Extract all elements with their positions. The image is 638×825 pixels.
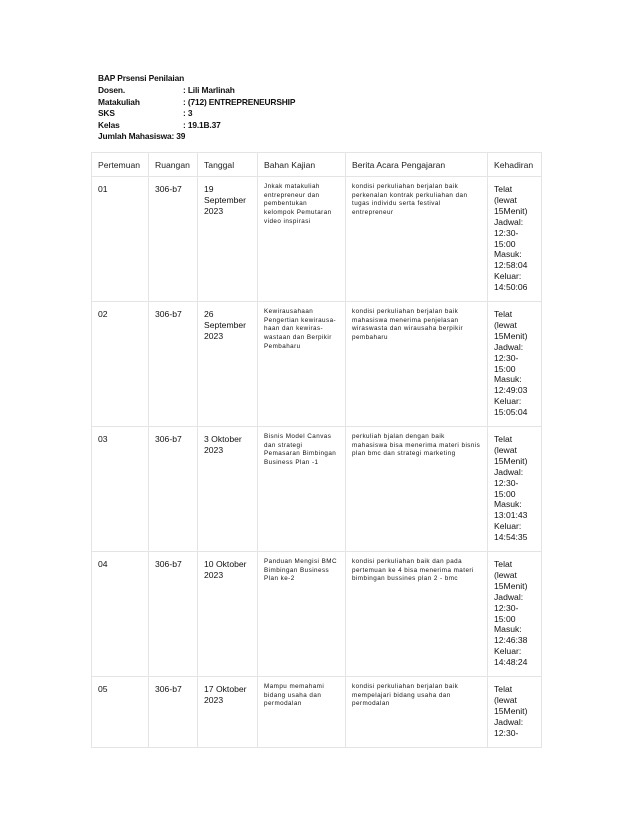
info-value: : 3 (183, 108, 193, 119)
kehadiran-line: 15Menit) (494, 580, 528, 591)
cell-bahan-kajian: Jnkak matakuliah entrepreneur dan pembentukan kelompok Pemutaran video inspirasi (264, 183, 332, 225)
kehadiran-line: 12:30- (494, 227, 519, 238)
kehadiran-line: 14:54:35 (494, 532, 528, 543)
kehadiran-line: 15Menit) (494, 330, 528, 341)
kehadiran-line: 15:00 (494, 488, 516, 499)
kehadiran-line: Keluar: (494, 396, 522, 407)
kehadiran-line: (lewat (494, 569, 517, 580)
kehadiran-line: 12:30- (494, 477, 519, 488)
kehadiran-line: (lewat (494, 444, 517, 455)
kehadiran-line: 15Menit) (494, 455, 528, 466)
info-matakuliah (98, 97, 295, 108)
document-title: BAP Prsensi Penilaian (98, 73, 185, 83)
kehadiran-line: (lewat (494, 694, 517, 705)
kehadiran-line: 15Menit) (494, 205, 528, 216)
cell-ruangan: 306-b7 (155, 309, 182, 319)
kehadiran-line: 12:46:38 (494, 635, 528, 646)
column-header-pertemuan: Pertemuan (92, 153, 149, 177)
info-kelas (98, 120, 295, 131)
info-label: Jumlah Mahasiswa (98, 131, 172, 142)
kehadiran-line: 12:30- (494, 602, 519, 613)
kehadiran-line: (lewat (494, 319, 517, 330)
cell-berita-acara: kondisi perkuliahan berjalan baik mempelajari bidang usaha dan permodalan (352, 683, 459, 708)
cell-berita-acara: kondisi perkuliahan berjalan baik mahasiswa menerima penjelasan wiraswasta dan wirausaha berpikir pembaharu (352, 308, 464, 342)
kehadiran-line: (lewat (494, 194, 517, 205)
cell-ruangan: 306-b7 (155, 184, 182, 194)
cell-pertemuan: 03 (98, 434, 108, 444)
cell-bahan-kajian: Bisnis Model Canvas dan strategi Pemasaran Bimbingan Business Plan -1 (264, 433, 337, 467)
kehadiran-line: Masuk: (494, 374, 522, 385)
kehadiran-line: 12:30- (494, 727, 519, 738)
kehadiran-line: Jadwal: (494, 216, 524, 227)
kehadiran-line: Jadwal: (494, 341, 524, 352)
cell-ruangan: 306-b7 (155, 684, 182, 694)
kehadiran-line: 13:01:43 (494, 510, 528, 521)
info-label: Matakuliah (98, 96, 140, 107)
document-header (98, 73, 295, 142)
kehadiran-line: Masuk: (494, 499, 522, 510)
kehadiran-line: 15:00 (494, 238, 516, 249)
kehadiran-line: 15:00 (494, 613, 516, 624)
kehadiran-line: Masuk: (494, 249, 522, 260)
kehadiran-line: 14:50:06 (494, 282, 528, 293)
table-header-row (92, 153, 542, 177)
cell-kehadiran (488, 177, 541, 293)
kehadiran-line: 12:30- (494, 352, 519, 363)
kehadiran-line: Jadwal: (494, 466, 524, 477)
kehadiran-line: Telat (494, 309, 513, 319)
info-value: : 39 (171, 131, 186, 142)
info-value: : 19.1B.37 (183, 119, 221, 130)
kehadiran-line: 15:00 (494, 363, 516, 374)
info-label: SKS (98, 108, 115, 119)
table-row (92, 427, 542, 552)
cell-bahan-kajian: Kewirausahaan Pengertian kewirausa-haan dan kewiras-wastaan dan Berpikir Pembaharu (264, 308, 337, 350)
info-value: : (712) ENTREPRENEURSHIP (183, 96, 296, 107)
cell-ruangan: 306-b7 (155, 559, 182, 569)
cell-bahan-kajian: Panduan Mengisi BMC Bimbingan Business Plan ke-2 (264, 558, 337, 583)
kehadiran-line: 15:05:04 (494, 407, 528, 418)
kehadiran-line: Telat (494, 559, 513, 569)
cell-pertemuan: 04 (98, 559, 108, 569)
attendance-table (91, 152, 542, 748)
info-jumlah-mahasiswa (98, 131, 295, 142)
kehadiran-line: Keluar: (494, 271, 522, 282)
cell-tanggal: 3 Oktober 2023 (204, 434, 242, 455)
column-header-kehadiran: Kehadiran (488, 153, 542, 177)
table-row (92, 552, 542, 677)
cell-berita-acara: kondisi perkuliahan baik dan pada pertemuan ke 4 bisa menerima materi bimbingan bussines plan 2 - bmc (352, 558, 474, 583)
kehadiran-line: Keluar: (494, 521, 522, 532)
cell-tanggal: 10 Oktober 2023 (204, 559, 247, 580)
kehadiran-line: 12:49:03 (494, 385, 528, 396)
kehadiran-line: Masuk: (494, 624, 522, 635)
kehadiran-line: 14:48:24 (494, 657, 528, 668)
column-header-bahan-kajian: Bahan Kajian (258, 153, 346, 177)
column-header-ruangan: Ruangan (149, 153, 198, 177)
column-header-tanggal: Tanggal (198, 153, 258, 177)
kehadiran-line: Telat (494, 434, 513, 444)
table-row (92, 302, 542, 427)
kehadiran-line: Jadwal: (494, 716, 524, 727)
cell-kehadiran (488, 677, 541, 747)
cell-berita-acara: perkuliah bjalan dengan baik mahasiswa bisa menerima materi bisnis plan bmc dan strategi marketing (352, 433, 481, 458)
info-label: Kelas (98, 119, 120, 130)
cell-pertemuan: 01 (98, 184, 108, 194)
table-row (92, 677, 542, 748)
info-value: : Lili Marlinah (183, 85, 235, 96)
cell-pertemuan: 02 (98, 309, 108, 319)
kehadiran-line: Telat (494, 184, 513, 194)
cell-bahan-kajian: Mampu memahami bidang usaha dan permodalan (264, 683, 325, 708)
kehadiran-line: Telat (494, 684, 513, 694)
cell-kehadiran (488, 552, 541, 668)
info-sks (98, 108, 295, 119)
cell-tanggal: 26 September 2023 (204, 309, 247, 341)
cell-ruangan: 306-b7 (155, 434, 182, 444)
cell-tanggal: 19 September 2023 (204, 184, 247, 216)
info-label: Dosen. (98, 85, 126, 96)
column-header-berita-acara: Berita Acara Pengajaran (346, 153, 488, 177)
table-row (92, 177, 542, 302)
kehadiran-line: Jadwal: (494, 591, 524, 602)
kehadiran-line: 15Menit) (494, 705, 528, 716)
kehadiran-line: 12:58:04 (494, 260, 528, 271)
info-dosen (98, 85, 295, 96)
cell-kehadiran (488, 302, 541, 418)
cell-pertemuan: 05 (98, 684, 108, 694)
cell-berita-acara: kondisi perkuliahan berjalan baik perkenalan kontrak perkuliahan dan tugas individu serta festival entrepreneur (352, 183, 468, 217)
kehadiran-line: Keluar: (494, 646, 522, 657)
cell-kehadiran (488, 427, 541, 543)
cell-tanggal: 17 Oktober 2023 (204, 684, 247, 705)
